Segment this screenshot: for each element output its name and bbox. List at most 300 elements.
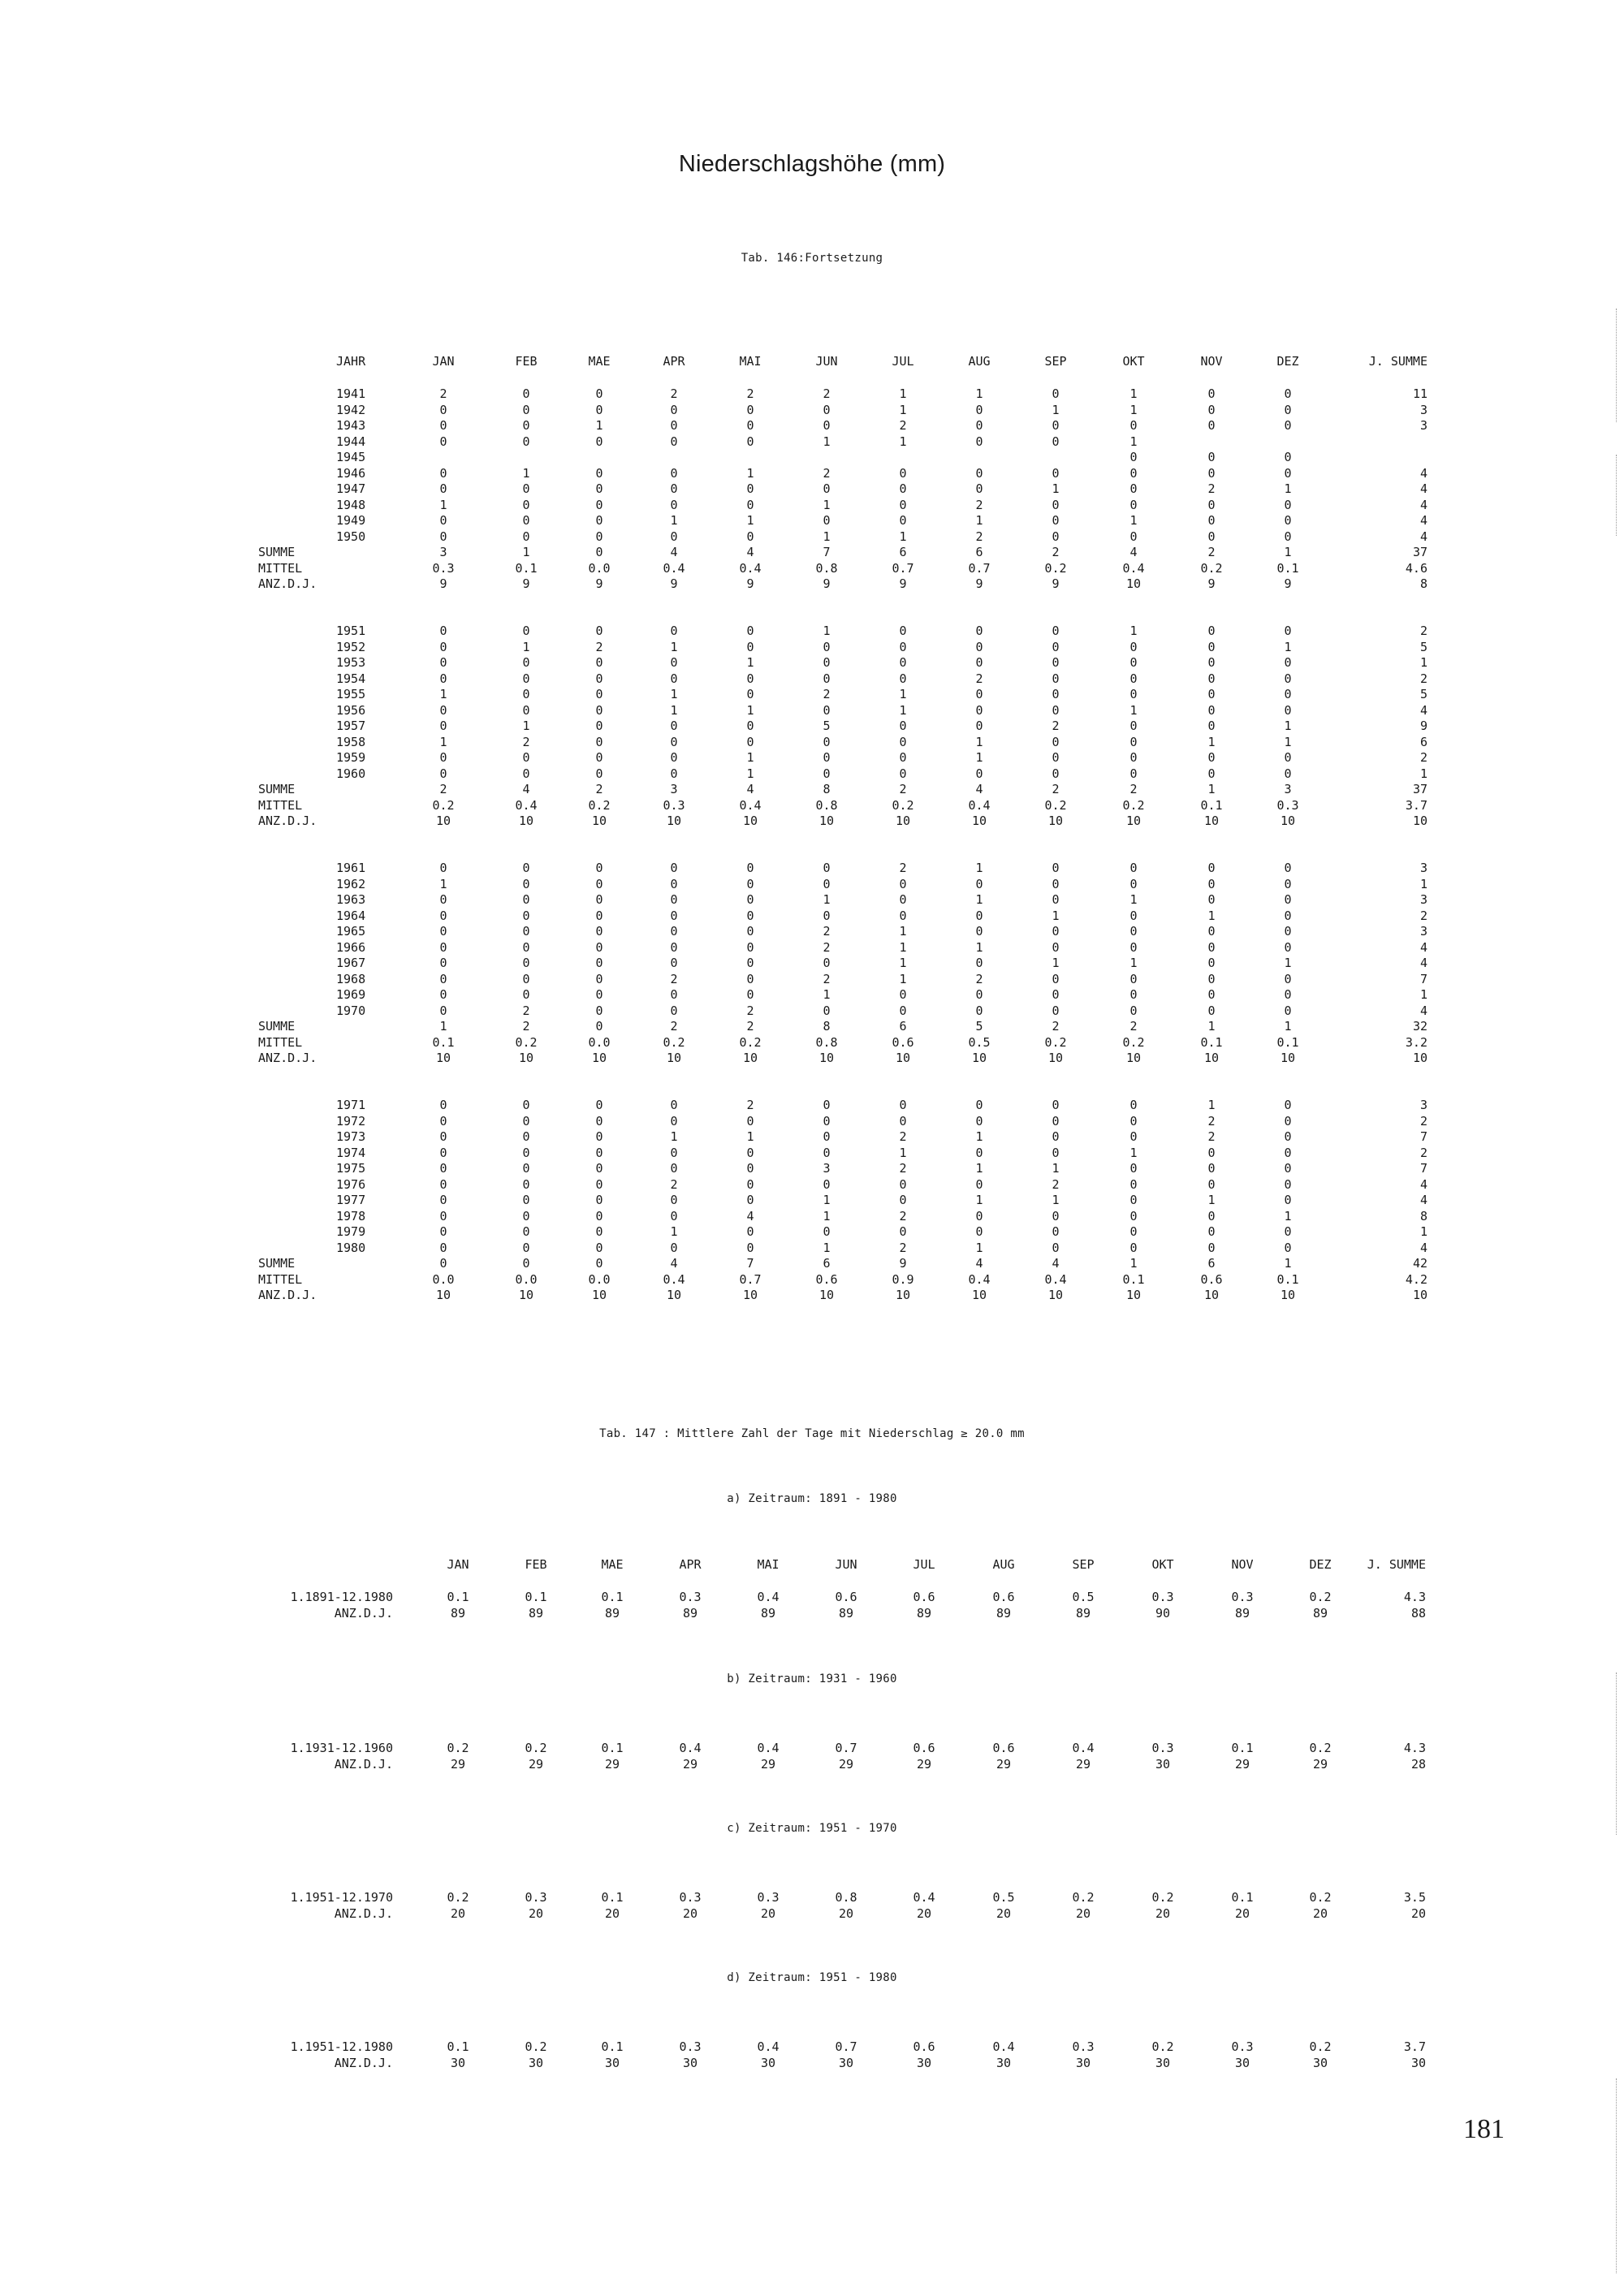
table-cell: 0 [1284, 687, 1292, 701]
anz-value: 30 [604, 2056, 620, 2070]
table-cell: 0 [746, 987, 754, 1002]
table-cell: 1 [1129, 386, 1138, 401]
column-header: MAI [739, 354, 762, 369]
period-value: 0.4 [1072, 1741, 1095, 1755]
year-label: 1960 [336, 766, 366, 781]
table-cell-j-summe: 5 [1419, 687, 1427, 701]
table-cell: 0 [975, 624, 983, 638]
table-cell: 0 [1284, 529, 1292, 544]
period-value: 0.3 [1151, 1741, 1174, 1755]
table-cell-j-summe: 4 [1419, 1193, 1427, 1207]
table-cell: 1 [1052, 1193, 1060, 1207]
table-cell: 0 [595, 908, 603, 923]
table-cell: 1 [746, 513, 754, 528]
table-cell: 1 [823, 1193, 831, 1207]
anz-value: 20 [916, 1906, 932, 1921]
table-cell-j-summe: 7 [1419, 1161, 1427, 1176]
table-cell: 1 [1129, 1145, 1138, 1160]
period-value: 0.1 [447, 2039, 469, 2054]
table-cell: 0 [439, 956, 447, 970]
anz-value: 29 [450, 1757, 466, 1772]
table-cell: 0 [670, 655, 678, 670]
summary-label: MITTEL [258, 560, 303, 576]
anz-value: 29 [1234, 1757, 1250, 1772]
summary-cell: 10 [742, 1288, 758, 1302]
summary-cell: 10 [518, 814, 534, 828]
summary-cell: 0 [595, 1256, 603, 1271]
table-cell: 0 [975, 1208, 983, 1224]
period-value: 0.2 [447, 1741, 469, 1755]
table-cell-j-summe: 8 [1419, 1208, 1427, 1224]
summary-cell: 9 [522, 576, 530, 591]
summary-cell: 0.3 [432, 560, 455, 576]
table-cell: 1 [670, 687, 678, 701]
table-cell: 1 [1129, 956, 1138, 970]
summary-cell: 4 [522, 782, 530, 796]
summary-cell-j-summe: 32 [1412, 1019, 1427, 1034]
summary-cell: 4 [1052, 1256, 1060, 1271]
summary-cell: 2 [1207, 545, 1216, 559]
table-cell: 0 [823, 655, 831, 670]
table-cell: 0 [670, 876, 678, 891]
period-value: 0.2 [1151, 1890, 1174, 1905]
summary-cell: 0.7 [968, 560, 991, 576]
table-cell-j-summe: 4 [1419, 513, 1427, 528]
table-cell: 0 [1129, 1113, 1138, 1129]
table-cell: 0 [1052, 1145, 1060, 1160]
anz-value-j-summe: 88 [1410, 1606, 1426, 1621]
summary-cell: 0.0 [515, 1271, 538, 1287]
page-number: 181 [1463, 2114, 1505, 2144]
anz-label: ANZ.D.J. [334, 1906, 393, 1921]
table-cell: 0 [1284, 671, 1292, 686]
table-cell: 2 [823, 939, 831, 955]
table-cell: 0 [1207, 513, 1216, 528]
year-label: 1950 [336, 529, 366, 544]
table-cell: 0 [439, 513, 447, 528]
summary-cell: 1 [1207, 1019, 1216, 1034]
summary-cell: 0.4 [739, 560, 762, 576]
table-cell: 0 [595, 1161, 603, 1176]
table-cell: 0 [1052, 671, 1060, 686]
year-label: 1953 [336, 655, 366, 670]
table-cell: 0 [522, 892, 530, 907]
table-cell: 0 [595, 1098, 603, 1112]
anz-value: 20 [1075, 1906, 1091, 1921]
table-cell: 0 [1284, 402, 1292, 417]
table-cell: 0 [746, 939, 754, 955]
table-cell: 1 [1284, 956, 1292, 970]
summary-cell: 0.2 [588, 797, 611, 813]
summary-label: ANZ.D.J. [258, 814, 317, 828]
table-147-caption: Tab. 147 : Mittlere Zahl der Tage mit Niederschlag ≥ 20.0 mm [599, 1427, 1025, 1440]
table-cell: 0 [1284, 1098, 1292, 1112]
table-cell: 0 [670, 1145, 678, 1160]
summary-cell: 0.4 [739, 797, 762, 813]
table-cell: 0 [1207, 1003, 1216, 1018]
table-cell: 0 [975, 465, 983, 481]
table-cell: 0 [975, 876, 983, 891]
table-cell: 1 [670, 702, 678, 718]
year-label: 1979 [336, 1224, 366, 1239]
summary-cell: 10 [895, 814, 911, 828]
table-cell: 0 [595, 734, 603, 749]
anz-value: 29 [916, 1757, 932, 1772]
anz-value: 29 [604, 1757, 620, 1772]
table-cell: 0 [670, 734, 678, 749]
summary-cell-j-summe: 10 [1412, 814, 1427, 828]
table-cell: 0 [595, 892, 603, 907]
table-cell: 0 [670, 861, 678, 875]
table-cell: 0 [746, 924, 754, 939]
anz-value: 89 [996, 1606, 1012, 1621]
column-header: JAN [447, 1557, 469, 1572]
table-cell: 0 [595, 876, 603, 891]
table-cell: 0 [746, 481, 754, 496]
period-title: b) Zeitraum: 1931 - 1960 [727, 1672, 897, 1685]
table-cell: 0 [670, 529, 678, 544]
table-cell: 0 [1052, 655, 1060, 670]
summary-label: SUMME [258, 545, 296, 559]
table-cell: 2 [899, 861, 907, 875]
table-cell: 1 [595, 418, 603, 433]
table-cell: 0 [522, 766, 530, 781]
year-label: 1966 [336, 939, 366, 955]
anz-value: 89 [1075, 1606, 1091, 1621]
summary-cell: 10 [971, 1288, 987, 1302]
scan-edge-mark [1616, 309, 1617, 422]
table-cell: 0 [1052, 734, 1060, 749]
anz-value: 20 [682, 1906, 698, 1921]
table-cell: 0 [1129, 971, 1138, 986]
table-cell: 0 [1284, 939, 1292, 955]
anz-value: 89 [682, 1606, 698, 1621]
table-cell: 0 [1129, 766, 1138, 781]
summary-cell: 4 [975, 782, 983, 796]
table-cell: 0 [1284, 450, 1292, 464]
period-title: c) Zeitraum: 1951 - 1970 [727, 1822, 897, 1835]
table-cell: 0 [1284, 908, 1292, 923]
table-cell: 0 [1207, 1208, 1216, 1224]
table-cell: 1 [746, 1129, 754, 1144]
table-cell: 0 [439, 1193, 447, 1207]
table-cell: 0 [670, 766, 678, 781]
summary-cell: 0.1 [432, 1034, 455, 1050]
table-cell: 0 [439, 939, 447, 955]
period-value: 0.2 [1309, 1741, 1332, 1755]
summary-cell: 1 [1129, 1256, 1138, 1271]
summary-cell: 0.7 [892, 560, 914, 576]
table-cell: 2 [823, 687, 831, 701]
table-cell: 0 [595, 1129, 603, 1144]
table-cell: 0 [1052, 702, 1060, 718]
table-cell: 0 [670, 892, 678, 907]
table-cell-j-summe: 4 [1419, 465, 1427, 481]
table-cell: 0 [975, 924, 983, 939]
table-cell: 0 [1129, 529, 1138, 544]
period-value: 0.3 [525, 1890, 547, 1905]
table-cell: 0 [522, 497, 530, 512]
table-cell: 0 [746, 956, 754, 970]
table-cell-j-summe: 3 [1419, 402, 1427, 417]
period-value: 0.1 [1231, 1741, 1254, 1755]
year-label: 1958 [336, 734, 366, 749]
summary-cell: 10 [742, 814, 758, 828]
anz-value: 20 [838, 1906, 854, 1921]
table-cell: 0 [1207, 465, 1216, 481]
summary-cell: 10 [666, 814, 682, 828]
column-header: JUL [892, 354, 914, 369]
anz-value: 89 [450, 1606, 466, 1621]
table-cell: 0 [746, 1113, 754, 1129]
table-cell: 0 [1052, 876, 1060, 891]
table-cell: 0 [899, 1176, 907, 1192]
summary-cell: 0.1 [1122, 1271, 1145, 1287]
table-cell: 0 [670, 987, 678, 1002]
scan-edge-mark [1616, 1672, 1617, 1835]
year-label: 1954 [336, 671, 366, 686]
year-label: 1971 [336, 1098, 366, 1112]
table-cell: 0 [746, 687, 754, 701]
period-value: 0.4 [757, 2039, 780, 2054]
table-cell: 0 [746, 434, 754, 449]
table-cell: 0 [746, 719, 754, 733]
summary-cell-j-summe: 10 [1412, 1288, 1427, 1302]
table-cell: 0 [439, 671, 447, 686]
table-cell: 2 [823, 386, 831, 401]
summary-cell: 2 [439, 782, 447, 796]
table-cell: 0 [1284, 987, 1292, 1002]
table-cell: 0 [975, 402, 983, 417]
table-cell: 0 [595, 434, 603, 449]
anz-value: 30 [916, 2056, 932, 2070]
table-cell: 0 [439, 1129, 447, 1144]
summary-label: MITTEL [258, 1034, 303, 1050]
anz-label: ANZ.D.J. [334, 2056, 393, 2070]
anz-value: 90 [1155, 1606, 1171, 1621]
table-cell: 0 [439, 987, 447, 1002]
summary-cell: 9 [595, 576, 603, 591]
table-cell: 0 [823, 481, 831, 496]
table-cell: 1 [823, 529, 831, 544]
table-cell: 0 [670, 1098, 678, 1112]
summary-cell: 1 [1284, 545, 1292, 559]
table-cell: 0 [823, 1003, 831, 1018]
table-cell: 0 [1284, 1129, 1292, 1144]
table-cell: 0 [595, 987, 603, 1002]
table-cell: 0 [439, 1208, 447, 1224]
table-cell: 1 [746, 465, 754, 481]
summary-cell: 1 [439, 1019, 447, 1034]
table-cell: 2 [975, 671, 983, 686]
summary-cell: 0.2 [892, 797, 914, 813]
table-cell: 0 [746, 861, 754, 875]
table-cell: 0 [899, 1224, 907, 1239]
table-cell: 1 [670, 1224, 678, 1239]
table-cell: 0 [1129, 876, 1138, 891]
table-cell: 0 [823, 766, 831, 781]
summary-cell: 0.2 [432, 797, 455, 813]
table-cell: 0 [595, 924, 603, 939]
anz-value: 89 [528, 1606, 544, 1621]
table-cell: 0 [1284, 702, 1292, 718]
table-cell: 0 [1129, 861, 1138, 875]
table-cell: 0 [439, 402, 447, 417]
table-cell: 0 [522, 956, 530, 970]
table-cell: 0 [746, 971, 754, 986]
year-label: 1949 [336, 513, 366, 528]
table-cell: 1 [975, 513, 983, 528]
table-cell: 0 [522, 1161, 530, 1176]
table-cell: 0 [1284, 1145, 1292, 1160]
table-cell: 0 [522, 624, 530, 638]
table-cell: 0 [975, 1176, 983, 1192]
table-cell: 0 [522, 861, 530, 875]
table-cell: 2 [1052, 1176, 1060, 1192]
table-cell: 0 [975, 481, 983, 496]
table-cell: 0 [1129, 1003, 1138, 1018]
summary-cell: 0.8 [815, 560, 838, 576]
table-cell: 1 [975, 386, 983, 401]
table-cell: 0 [522, 987, 530, 1002]
summary-cell: 2 [522, 1019, 530, 1034]
table-cell: 0 [746, 1161, 754, 1176]
table-cell: 1 [670, 1129, 678, 1144]
table-cell: 0 [823, 418, 831, 433]
table-cell: 0 [899, 1113, 907, 1129]
period-value: 0.4 [992, 2039, 1015, 2054]
summary-cell: 10 [1203, 1051, 1220, 1065]
table-cell: 0 [975, 655, 983, 670]
summary-cell: 0.0 [588, 1034, 611, 1050]
year-label: 1956 [336, 702, 366, 718]
table-cell: 0 [1207, 386, 1216, 401]
anz-value: 29 [996, 1757, 1012, 1772]
anz-value: 20 [450, 1906, 466, 1921]
table-cell: 1 [899, 529, 907, 544]
table-cell: 0 [899, 624, 907, 638]
table-cell: 0 [823, 513, 831, 528]
table-cell: 1 [975, 861, 983, 875]
summary-cell: 3 [1284, 782, 1292, 796]
table-cell: 0 [899, 987, 907, 1002]
summary-cell: 9 [1207, 576, 1216, 591]
table-cell: 0 [1207, 939, 1216, 955]
anz-value-j-summe: 20 [1410, 1906, 1426, 1921]
anz-value: 30 [996, 2056, 1012, 2070]
table-cell: 0 [1284, 861, 1292, 875]
table-cell: 1 [975, 1240, 983, 1255]
year-label: 1941 [336, 386, 366, 401]
table-cell: 0 [595, 513, 603, 528]
table-cell: 0 [1284, 1224, 1292, 1239]
table-cell: 1 [1129, 402, 1138, 417]
period-value: 0.2 [525, 1741, 547, 1755]
table-cell: 0 [1129, 655, 1138, 670]
summary-cell: 0.2 [663, 1034, 685, 1050]
period-label: 1.1951-12.1970 [290, 1890, 393, 1905]
table-cell: 0 [975, 956, 983, 970]
period-title: d) Zeitraum: 1951 - 1980 [727, 1971, 897, 1984]
column-header: MAI [757, 1557, 780, 1572]
table-cell: 2 [899, 1240, 907, 1255]
summary-label: MITTEL [258, 1271, 303, 1287]
table-cell: 0 [899, 671, 907, 686]
table-cell: 0 [439, 702, 447, 718]
table-cell: 0 [522, 1129, 530, 1144]
table-cell: 0 [670, 1161, 678, 1176]
column-header: SEP [1072, 1557, 1095, 1572]
table-cell: 0 [823, 702, 831, 718]
period-title: a) Zeitraum: 1891 - 1980 [727, 1492, 897, 1505]
table-cell: 0 [439, 892, 447, 907]
table-cell: 0 [1207, 892, 1216, 907]
table-cell: 1 [899, 956, 907, 970]
column-header-jahr: JAHR [336, 354, 366, 369]
table-cell: 0 [1207, 402, 1216, 417]
table-cell: 0 [595, 465, 603, 481]
year-label: 1969 [336, 987, 366, 1002]
table-cell: 2 [670, 971, 678, 986]
summary-cell: 0.1 [515, 560, 538, 576]
summary-cell: 2 [1052, 545, 1060, 559]
year-label: 1946 [336, 465, 366, 481]
table-cell: 0 [522, 1145, 530, 1160]
summary-cell-j-summe: 37 [1412, 545, 1427, 559]
summary-cell: 9 [823, 576, 831, 591]
period-value: 0.6 [913, 1590, 935, 1604]
summary-cell-j-summe: 42 [1412, 1256, 1427, 1271]
table-cell: 0 [595, 766, 603, 781]
table-cell: 0 [899, 655, 907, 670]
table-cell: 0 [439, 1161, 447, 1176]
table-cell: 0 [670, 434, 678, 449]
summary-cell: 10 [666, 1288, 682, 1302]
table-cell: 0 [899, 892, 907, 907]
table-cell-j-summe: 1 [1419, 655, 1427, 670]
period-value: 0.1 [525, 1590, 547, 1604]
summary-cell: 10 [518, 1288, 534, 1302]
table-cell: 0 [1207, 987, 1216, 1002]
table-cell: 0 [595, 861, 603, 875]
year-label: 1968 [336, 971, 366, 986]
table-cell: 0 [595, 750, 603, 765]
column-header: MAE [601, 1557, 624, 1572]
anz-value: 89 [916, 1606, 932, 1621]
period-value-j-summe: 4.3 [1403, 1590, 1426, 1604]
table-cell: 0 [670, 1193, 678, 1207]
table-cell: 0 [1207, 1176, 1216, 1192]
table-cell: 2 [1207, 481, 1216, 496]
table-cell-j-summe: 3 [1419, 1098, 1427, 1112]
table-cell: 1 [1052, 402, 1060, 417]
table-cell: 1 [1284, 734, 1292, 749]
table-cell: 1 [823, 497, 831, 512]
period-value: 0.4 [913, 1890, 935, 1905]
table-cell: 0 [1052, 971, 1060, 986]
table-cell: 0 [975, 987, 983, 1002]
table-cell-j-summe: 2 [1419, 1145, 1427, 1160]
table-cell: 0 [1052, 987, 1060, 1002]
table-cell: 2 [899, 1129, 907, 1144]
year-label: 1951 [336, 624, 366, 638]
table-cell: 0 [1052, 418, 1060, 433]
table-cell: 0 [670, 465, 678, 481]
summary-cell: 4 [1129, 545, 1138, 559]
year-label: 1957 [336, 719, 366, 733]
period-label: 1.1891-12.1980 [290, 1590, 393, 1604]
table-cell: 0 [1207, 956, 1216, 970]
